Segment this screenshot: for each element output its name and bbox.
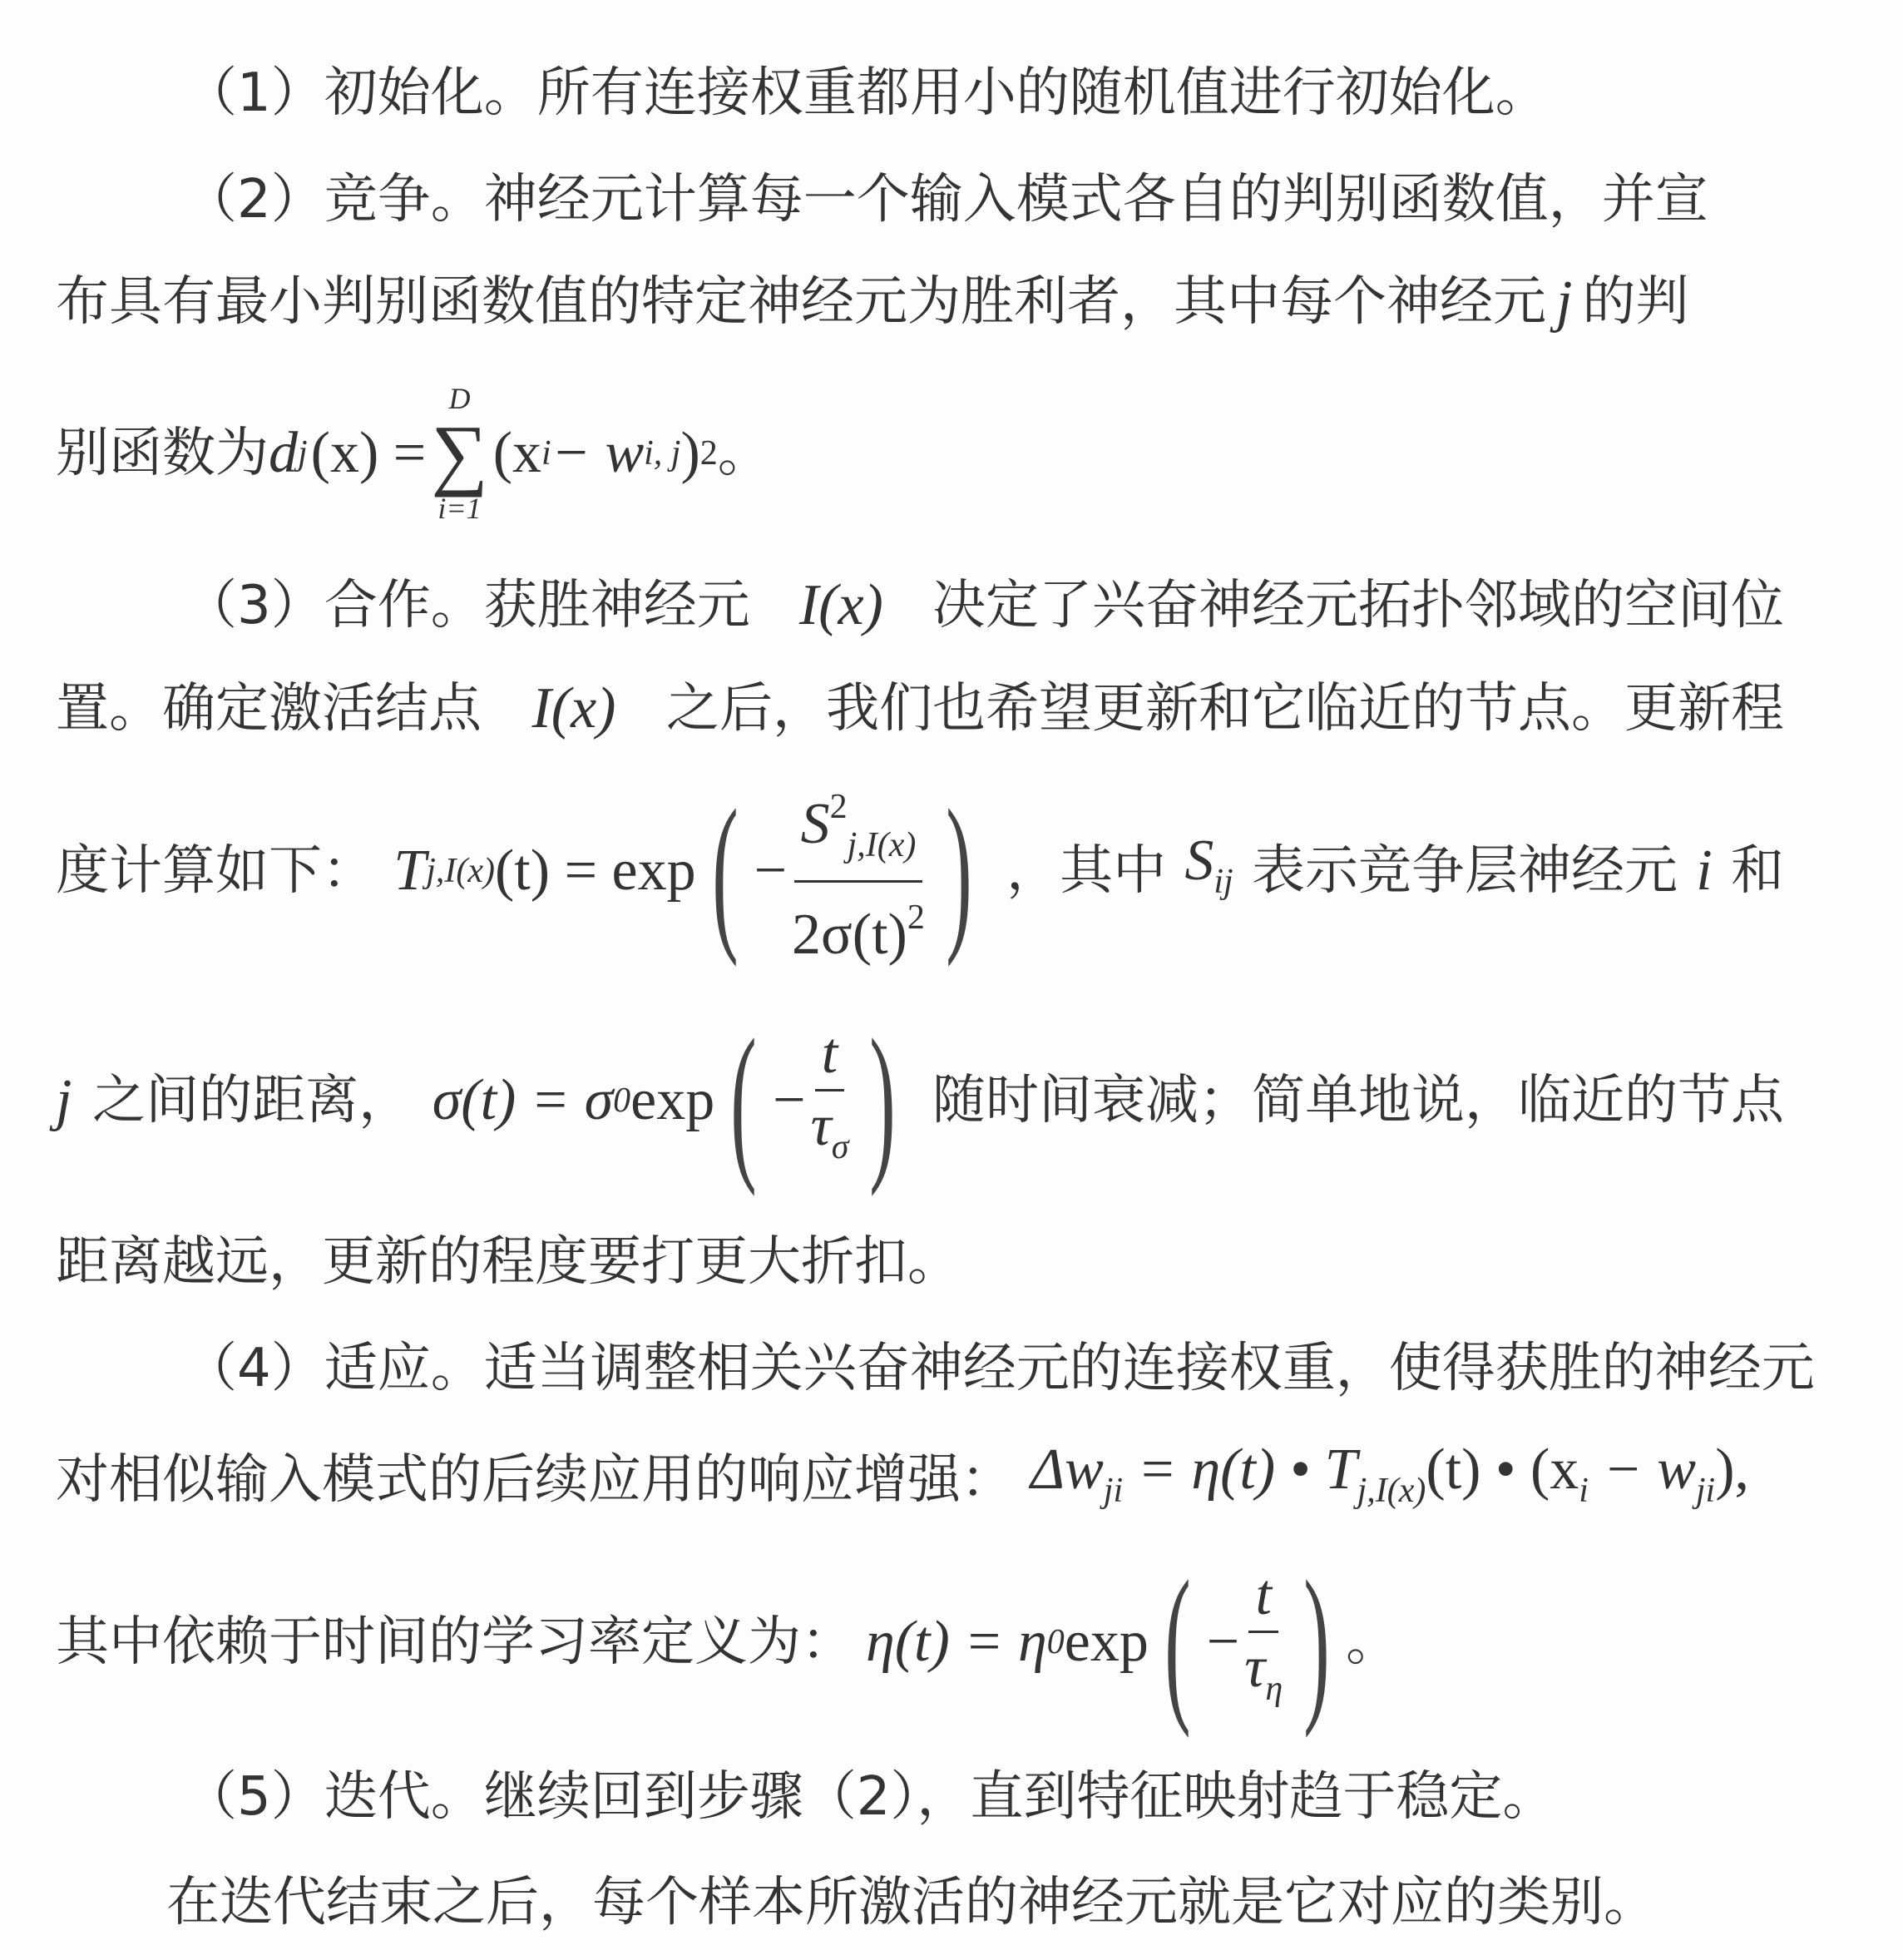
math: i, j <box>644 434 681 473</box>
text: 表示竞争层神经元 <box>1251 840 1678 902</box>
math-Ix: I(x) <box>531 676 616 740</box>
math: j,I(x) <box>1357 1471 1426 1510</box>
math: τ <box>1244 1636 1266 1700</box>
math: 2σ(t) <box>792 903 907 967</box>
fraction <box>1244 1561 1283 1724</box>
math: d <box>269 421 298 485</box>
left-paren: ( <box>1164 1546 1191 1739</box>
math-j: j <box>56 1068 72 1132</box>
math: t <box>1248 1561 1278 1633</box>
math: exp <box>1064 1610 1149 1674</box>
math: j <box>298 434 308 473</box>
math: (t) = exp <box>495 839 696 903</box>
text: 。 <box>717 423 771 484</box>
sum-symbol: ∑ <box>431 408 488 497</box>
math: 2 <box>907 898 925 937</box>
math: η(t) = η <box>866 1610 1047 1674</box>
math: ij <box>1213 862 1233 901</box>
weight-update-formula <box>1031 1433 1749 1528</box>
text: 布具有最小判别函数值的特定神经元为胜利者，其中每个神经元 <box>56 271 1546 333</box>
learning-rate-formula-line <box>56 1546 1784 1739</box>
discriminant-formula-line <box>56 383 1784 524</box>
left-paren: ( <box>711 775 739 968</box>
left-paren: ( <box>730 1004 757 1197</box>
text: （5）迭代。继续回到步骤（2），直到特征映射趋于稳定。 <box>184 1766 1556 1828</box>
summation <box>431 384 487 523</box>
text: 和 <box>1731 840 1784 902</box>
step-2-line-2 <box>56 265 1784 339</box>
text: 对相似输入模式的后续应用的响应增强： <box>56 1449 1014 1511</box>
learning-rate-formula <box>866 1546 1346 1739</box>
math: ) <box>680 421 700 485</box>
neighborhood-formula-line <box>56 775 1784 968</box>
text: 别函数为 <box>56 423 269 484</box>
math: ji <box>1103 1471 1124 1510</box>
step-1-text: （1）初始化。所有连接权重都用小的随机值进行初始化。 <box>184 62 1549 124</box>
text: （3）合作。获胜神经元 <box>184 575 750 636</box>
fraction <box>792 772 925 970</box>
right-paren: ) <box>1303 1546 1330 1739</box>
math: = η(t) • T <box>1123 1437 1357 1502</box>
math: S <box>1184 828 1214 893</box>
math: ji <box>1695 1471 1716 1510</box>
math: η <box>1265 1670 1283 1708</box>
math: 0 <box>613 1081 631 1120</box>
math: ) <box>1715 1437 1735 1502</box>
text: 决定了兴奋神经元拓扑邻域的空间位 <box>932 575 1784 636</box>
text: 之后，我们也希望更新和它临近的节点。更新程 <box>665 678 1784 740</box>
step-3-line-5 <box>56 1225 1784 1299</box>
sum-upper: D <box>448 382 471 415</box>
math: σ <box>831 1128 849 1166</box>
sigma-formula-line <box>56 1004 1784 1197</box>
neighborhood-formula <box>393 772 988 970</box>
text: 之间的距离， <box>92 1070 413 1131</box>
discriminant-formula <box>269 383 718 524</box>
math: (t) • (x <box>1426 1437 1579 1502</box>
math-Ix: I(x) <box>798 573 883 637</box>
text: 随时间衰减；简单地说，临近的节点 <box>932 1070 1784 1131</box>
sigma-formula <box>432 1004 912 1197</box>
math: − <box>754 839 788 903</box>
math: τ <box>810 1094 832 1158</box>
math: 0 <box>1046 1623 1065 1661</box>
step-5-line <box>184 1760 1784 1834</box>
step-1-line <box>184 56 1784 131</box>
math: T <box>393 839 427 903</box>
text: 其中依赖于时间的学习率定义为： <box>56 1611 854 1673</box>
math: 2 <box>699 434 718 473</box>
right-paren: ) <box>869 1004 897 1197</box>
conclusion-line <box>166 1865 1895 1940</box>
math: 2 <box>829 788 848 826</box>
right-paren: ) <box>946 775 972 968</box>
math-j: j <box>1556 270 1573 334</box>
text: 置。确定激活结点 <box>56 678 482 740</box>
text: 在迭代结束之后，每个样本所激活的神经元就是它对应的类别。 <box>166 1872 1657 1933</box>
step-2-text: （2）竞争。神经元计算每一个输入模式各自的判别函数值，并宣 <box>184 169 1708 230</box>
math: S <box>800 792 830 856</box>
text: （4）适应。适当调整相关兴奋神经元的连接权重，使得获胜的神经元 <box>184 1338 1815 1399</box>
math: exp <box>630 1068 715 1132</box>
math: (x) = <box>310 421 427 485</box>
text: ，其中 <box>1006 840 1167 902</box>
math: − <box>1206 1610 1240 1674</box>
sum-lower: i=1 <box>437 492 482 525</box>
math: i <box>1579 1471 1589 1510</box>
math: i <box>541 434 551 473</box>
math: σ(t) = σ <box>432 1068 614 1132</box>
text: 距离越远，更新的程度要打更大折扣。 <box>56 1231 961 1293</box>
math: t <box>815 1019 844 1091</box>
step-3-line-2 <box>56 671 1784 746</box>
math: Δw <box>1031 1437 1104 1502</box>
step-3-line <box>184 568 1784 643</box>
step-2-line <box>184 162 1784 237</box>
weight-update-formula-line <box>56 1437 1784 1517</box>
step-4-line <box>184 1331 1815 1406</box>
math: (x <box>492 421 542 485</box>
math: j,I(x) <box>426 852 495 890</box>
text: 的判 <box>1582 271 1689 333</box>
text: 度计算如下： <box>56 840 375 902</box>
math: j,I(x) <box>847 826 917 864</box>
text: , <box>1734 1437 1750 1502</box>
math: − w <box>551 421 645 485</box>
math-i: i <box>1696 839 1713 903</box>
text: 。 <box>1346 1611 1400 1673</box>
math: − <box>773 1068 806 1132</box>
math: − w <box>1588 1437 1696 1502</box>
fraction <box>811 1019 849 1182</box>
